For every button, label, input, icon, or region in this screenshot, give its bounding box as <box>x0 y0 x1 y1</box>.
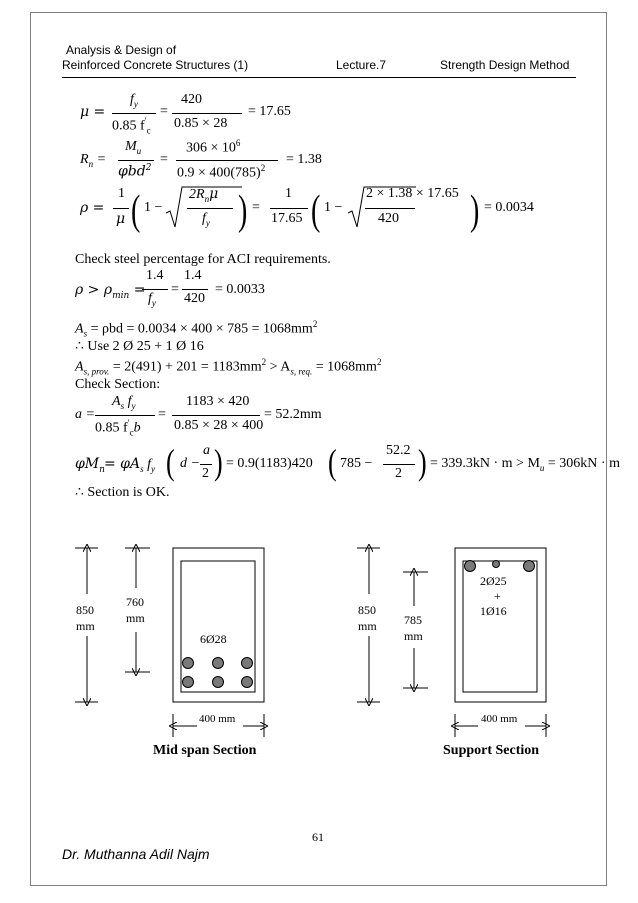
rho-paren1: 1 − <box>144 200 163 215</box>
mid-span-section <box>75 548 264 758</box>
check-section-text: Check Section: <box>75 377 161 392</box>
a-num1: $A_s$ $f_y$ <box>112 394 136 411</box>
rn-den1: φbd$^2$ <box>118 163 152 180</box>
rho-paren3: 1 − <box>324 200 343 215</box>
support-bars1: 2Ø25 <box>480 574 507 588</box>
page-number: 61 <box>312 830 324 844</box>
phimn-d: d − <box>180 456 200 471</box>
phimn-a-den: 2 <box>202 466 209 481</box>
as-prov-equation: $A_{s, prov.} = 2(491) + 201 = 1183mm^2 > A_{s, req.} = 1068mm^2$ <box>75 357 382 377</box>
rho-min-den2: 420 <box>184 291 205 306</box>
mu-eq: = <box>160 104 168 119</box>
rho-min-num1: 1.4 <box>146 268 164 283</box>
header-topic: Strength Design Method <box>440 58 570 72</box>
a-lhs: a = <box>75 407 95 422</box>
a-den1: 0.85 $f'_cb$ <box>95 418 141 438</box>
support-bars2: 1Ø16 <box>480 604 507 618</box>
mid-width-label: 400 mm <box>199 713 236 725</box>
support-h-value: 850 <box>358 603 376 617</box>
section-ok-text: ∴ Section is OK. <box>75 485 170 500</box>
use-bars-text: ∴ Use 2 Ø 25 + 1 Ø 16 <box>75 339 204 354</box>
header-title-line2: Reinforced Concrete Structures (1) <box>62 58 249 72</box>
a-result: = 52.2mm <box>264 407 322 422</box>
mu-num2: 420 <box>181 92 202 107</box>
mid-bar <box>213 658 224 669</box>
mid-caption: Mid span Section <box>153 743 257 758</box>
mid-d-unit: mm <box>126 611 145 625</box>
rho-result: = 0.0034 <box>484 200 534 215</box>
support-section <box>357 548 546 758</box>
mid-stirrup <box>181 561 255 692</box>
mid-bar <box>242 677 253 688</box>
support-bar-16 <box>493 561 500 568</box>
support-d-unit: mm <box>404 629 423 643</box>
phimn-val: = 0.9(1183)420 <box>226 456 313 471</box>
a-den2: 0.85 × 28 × 400 <box>174 418 264 433</box>
mu-num1: $f_y$ <box>130 92 138 109</box>
mid-h-value: 850 <box>76 603 94 617</box>
support-bars-plus: + <box>494 589 501 603</box>
as-equation: $A_s = \rho bd = 0.0034 \times 400 \times 785 = 1068mm^2$ <box>75 319 318 339</box>
mid-bar <box>183 658 194 669</box>
rho-num1: 1 <box>118 186 125 201</box>
author-footer: Dr. Muthanna Adil Najm <box>62 846 210 862</box>
mu-den2: 0.85 × 28 <box>174 116 228 131</box>
phimn-result: = $339.3kN \cdot m > M_u = 306kN \cdot m$ <box>430 456 620 473</box>
rn-lhs: $R_n$ = <box>80 152 107 169</box>
phimn-den2: 2 <box>395 466 402 481</box>
rho-min-num2: 1.4 <box>184 268 202 283</box>
rho-den1: μ <box>116 211 126 227</box>
mid-bar <box>242 658 253 669</box>
phimn-mid: = $\varphi A_s$ $f_y$ <box>104 456 155 474</box>
mu-den1: 0.85 $f'_c$ <box>112 116 151 136</box>
rho-num4: 2 × 1.38 × 17.65 <box>366 186 459 201</box>
rn-num1: $M_u$ <box>125 139 142 156</box>
check-aci-text: Check steel percentage for ACI requirements. <box>75 252 331 267</box>
support-caption: Support Section <box>443 743 540 758</box>
rho-num2: $2R_n\mu$ <box>189 186 219 204</box>
phimn-val2: 785 − <box>340 456 373 471</box>
a-num2: 1183 × 420 <box>186 394 250 409</box>
rho-den3: 17.65 <box>271 211 303 226</box>
mid-bars-label: 6Ø28 <box>200 632 227 646</box>
support-bar-25 <box>465 561 476 572</box>
phimn-a-num: a <box>203 443 210 458</box>
mid-bar <box>213 677 224 688</box>
rho-lhs: ρ = <box>80 200 105 216</box>
rho-den4: 420 <box>378 211 399 226</box>
support-width-label: 400 mm <box>481 713 518 725</box>
rho-min-den1: $f_y$ <box>148 291 156 308</box>
mu-lhs: μ = <box>80 104 106 120</box>
phimn-lhs: $\varphi M_n$ <box>75 456 105 475</box>
header-lecture: Lecture.7 <box>336 58 387 72</box>
rn-eq: = <box>160 152 168 167</box>
header-title-line1: Analysis & Design of <box>66 43 177 57</box>
rn-den2: $0.9 \times 400(785)^2$ <box>177 163 266 181</box>
rho-num3: 1 <box>285 186 292 201</box>
support-h-unit: mm <box>358 619 377 633</box>
rn-result: = 1.38 <box>286 152 322 167</box>
rn-num2: $306 \times 10^6$ <box>186 138 241 156</box>
mid-h-unit: mm <box>76 619 95 633</box>
phimn-num2: 52.2 <box>386 443 411 458</box>
mid-d-value: 760 <box>126 595 144 609</box>
mu-result: = 17.65 <box>248 104 291 119</box>
rho-min-lhs: $\rho > \rho_{min}$ = <box>75 282 146 301</box>
support-bar-25 <box>524 561 535 572</box>
support-d-value: 785 <box>404 613 422 627</box>
rho-min-result: = 0.0033 <box>215 282 265 297</box>
mid-bar <box>183 677 194 688</box>
rho-den2: $f_y$ <box>202 211 210 228</box>
